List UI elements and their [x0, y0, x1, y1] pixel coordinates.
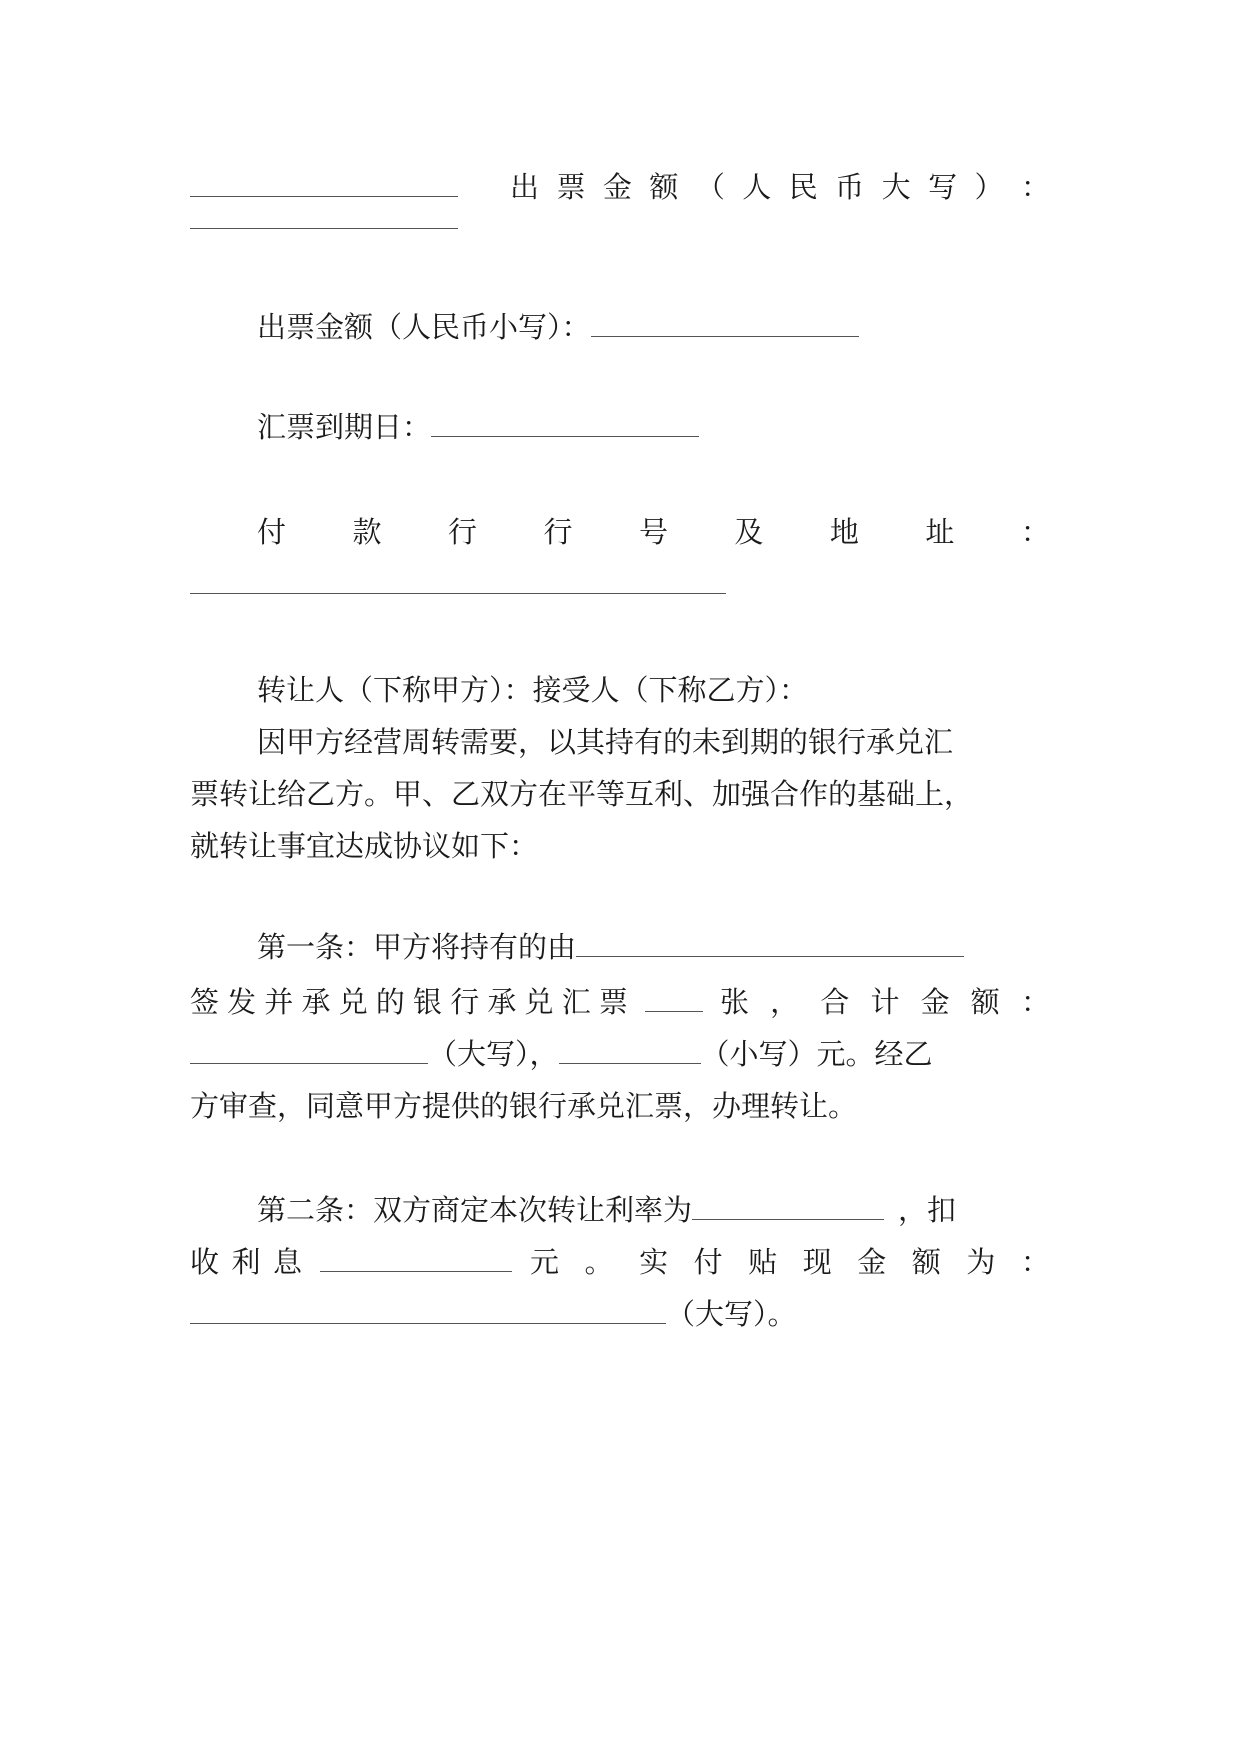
text-char: 额	[970, 985, 1000, 1019]
text-char: 款	[352, 515, 382, 549]
text-char: 付	[693, 1245, 723, 1279]
blank-field	[576, 926, 964, 957]
text-char: 额	[649, 170, 679, 204]
text-char: ：	[1020, 985, 1050, 1019]
article1-line-2	[190, 980, 1050, 1024]
text-char: 人	[742, 170, 772, 204]
text-char: 签	[190, 985, 220, 1019]
text-char: ）	[974, 170, 1004, 204]
blank-field	[190, 228, 458, 229]
text-char: 金	[857, 1245, 887, 1279]
text-char: 并	[264, 985, 294, 1019]
text-char: 金	[602, 170, 632, 204]
article2-line-3	[190, 1292, 1050, 1336]
text-char: 号	[638, 515, 668, 549]
blank-field	[190, 1293, 666, 1324]
text-char: ：	[1020, 170, 1050, 204]
text-char: 张	[720, 985, 750, 1019]
blank-field	[591, 306, 859, 337]
due-date-label: 汇票到期日：	[257, 410, 432, 444]
text-char: 利	[231, 1245, 261, 1279]
article1-line-4: 方审查，同意甲方提供的银行承兑汇票，办理转让。	[190, 1089, 858, 1123]
text-char: 合	[820, 985, 850, 1019]
due-date-line	[190, 405, 1050, 449]
text-char: 的	[375, 985, 405, 1019]
text-char: 金	[920, 985, 950, 1019]
blank-field	[190, 166, 458, 197]
intro-line-3: 就转让事宜达成协议如下：	[190, 829, 539, 863]
intro-line-1: 因甲方经营周转需要，以其持有的未到期的银行承兑汇	[257, 725, 954, 759]
amount-upper-label	[510, 165, 1050, 209]
article2-text: （大写）。	[666, 1297, 797, 1331]
text-char: 地	[829, 515, 859, 549]
article2-text	[530, 1240, 1050, 1284]
article2-line-1	[190, 1188, 1050, 1232]
text-char: 民	[788, 170, 818, 204]
text-char: 息	[272, 1245, 302, 1279]
text-char: 元	[530, 1245, 560, 1279]
text-char: 址	[925, 515, 955, 549]
blank-field	[190, 593, 726, 594]
text-char: 现	[802, 1245, 832, 1279]
text-char: 票	[556, 170, 586, 204]
text-char: 为	[966, 1245, 996, 1279]
text-char: 实	[639, 1245, 669, 1279]
blank-field	[692, 1189, 884, 1220]
amount-lower-line	[190, 305, 1050, 349]
article2-text: 第二条：双方商定本次转让利率为	[257, 1193, 693, 1227]
text-char: 发	[227, 985, 257, 1019]
text-char: 出	[510, 170, 540, 204]
article2-text	[190, 1240, 302, 1284]
text-char: 行	[450, 985, 480, 1019]
text-char: 行	[543, 515, 573, 549]
blank-field	[320, 1241, 512, 1272]
text-char: ，	[770, 985, 800, 1019]
text-char: 银	[413, 985, 443, 1019]
article2-text: ，扣	[898, 1193, 957, 1227]
parties-line: 转让人（下称甲方）：接受人（下称乙方）：	[257, 673, 809, 707]
blank-field	[559, 1033, 701, 1064]
text-char: 写	[928, 170, 958, 204]
text-char: 行	[447, 515, 477, 549]
text-char: 兑	[338, 985, 368, 1019]
blank-field	[645, 981, 703, 1012]
article1-text: 第一条：甲方将持有的由	[257, 930, 577, 964]
text-char: ：	[1020, 1245, 1050, 1279]
article1-line-1	[190, 925, 1050, 969]
text-char: 贴	[748, 1245, 778, 1279]
amount-upper-line	[190, 165, 1050, 209]
text-char: ：	[1020, 515, 1050, 549]
text-char: 票	[598, 985, 628, 1019]
text-char: （	[695, 170, 725, 204]
text-char: 付	[257, 515, 287, 549]
text-char: 汇	[561, 985, 591, 1019]
text-char: 大	[881, 170, 911, 204]
blank-field	[190, 1033, 428, 1064]
text-char: 币	[835, 170, 865, 204]
blank-field	[431, 406, 699, 437]
text-char: 兑	[524, 985, 554, 1019]
text-char: 额	[911, 1245, 941, 1279]
text-char: 计	[870, 985, 900, 1019]
article1-upper-label: （大写），	[428, 1037, 559, 1071]
intro-line-2: 票转让给乙方。甲、乙双方在平等互利、加强合作的基础上，	[190, 777, 974, 811]
amount-lower-label: 出票金额（人民币小写）：	[257, 310, 591, 344]
article1-line-3	[190, 1032, 1050, 1076]
article1-lower-label: （小写）元。经乙	[700, 1037, 933, 1071]
payer-bank-label	[190, 510, 1050, 554]
text-char: 承	[301, 985, 331, 1019]
text-char: 承	[487, 985, 517, 1019]
text-char: 收	[190, 1245, 220, 1279]
article1-text	[720, 980, 1050, 1024]
article1-text	[190, 980, 628, 1024]
text-char: 。	[584, 1245, 614, 1279]
article2-line-2	[190, 1240, 1050, 1284]
text-char: 及	[734, 515, 764, 549]
